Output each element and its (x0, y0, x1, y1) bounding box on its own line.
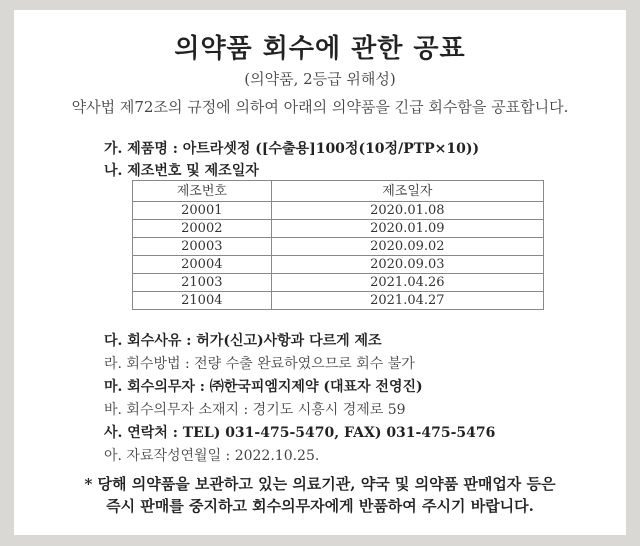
lot-number-cell: 20003 (133, 238, 272, 256)
manufacture-date-cell: 2020.09.03 (271, 256, 543, 274)
lot-number-cell: 20001 (133, 202, 272, 220)
lot-number-cell: 20002 (133, 220, 272, 238)
table-row (133, 292, 544, 310)
table-row (133, 256, 544, 274)
contact-item: 사. 연락처 : TEL) 031-475-5470, FAX) 031-475-5476 (104, 425, 496, 441)
lot-number-cell: 20004 (133, 256, 272, 274)
document-date-item: 아. 자료작성연월일 : 2022.10.25. (104, 448, 320, 464)
table-row (133, 202, 544, 220)
manufacture-date-cell: 2020.01.09 (271, 220, 543, 238)
recall-obligor-item: 마. 회수의무자 : ㈜한국피엠지제약 (대표자 전영진) (104, 379, 423, 395)
table-row (133, 274, 544, 292)
manufacture-date-header: 제조일자 (271, 181, 543, 202)
lot-table-header-row (133, 181, 544, 202)
lot-table (132, 180, 544, 310)
recall-method-item: 라. 회수방법 : 전량 수출 완료하였으므로 회수 불가 (104, 356, 415, 372)
lot-number-header: 제조번호 (133, 181, 272, 202)
manufacture-date-cell: 2020.09.02 (271, 238, 543, 256)
footer-line-2: 즉시 판매를 중지하고 회수의무자에게 반품하여 주시기 바랍니다. (106, 497, 534, 515)
manufacture-date-cell: 2021.04.27 (271, 292, 543, 310)
footer-line-1: * 당해 의약품을 보관하고 있는 의료기관, 약국 및 의약품 판매업자 등은 (84, 475, 556, 493)
manufacture-date-cell: 2020.01.08 (271, 202, 543, 220)
notice-title: 의약품 회수에 관한 공표 (174, 34, 466, 64)
table-row (133, 220, 544, 238)
obligor-address-item: 바. 회수의무자 소재지 : 경기도 시흥시 경제로 59 (104, 402, 406, 418)
product-name-item: 가. 제품명 : 아트라셋정 ([수출용]100정(10정/PTP×10)) (104, 141, 480, 157)
recall-reason-item: 다. 회수사유 : 허가(신고)사항과 다르게 제조 (104, 333, 382, 349)
notice-subtitle: (의약품, 2등급 위해성) (244, 70, 396, 88)
lot-number-cell: 21004 (133, 292, 272, 310)
recall-notice (14, 10, 626, 535)
notice-intro: 약사법 제72조의 규정에 의하여 아래의 의약품을 긴급 회수함을 공표합니다. (71, 98, 569, 116)
lot-heading-item: 나. 제조번호 및 제조일자 (104, 163, 259, 179)
manufacture-date-cell: 2021.04.26 (271, 274, 543, 292)
table-row (133, 238, 544, 256)
lot-number-cell: 21003 (133, 274, 272, 292)
